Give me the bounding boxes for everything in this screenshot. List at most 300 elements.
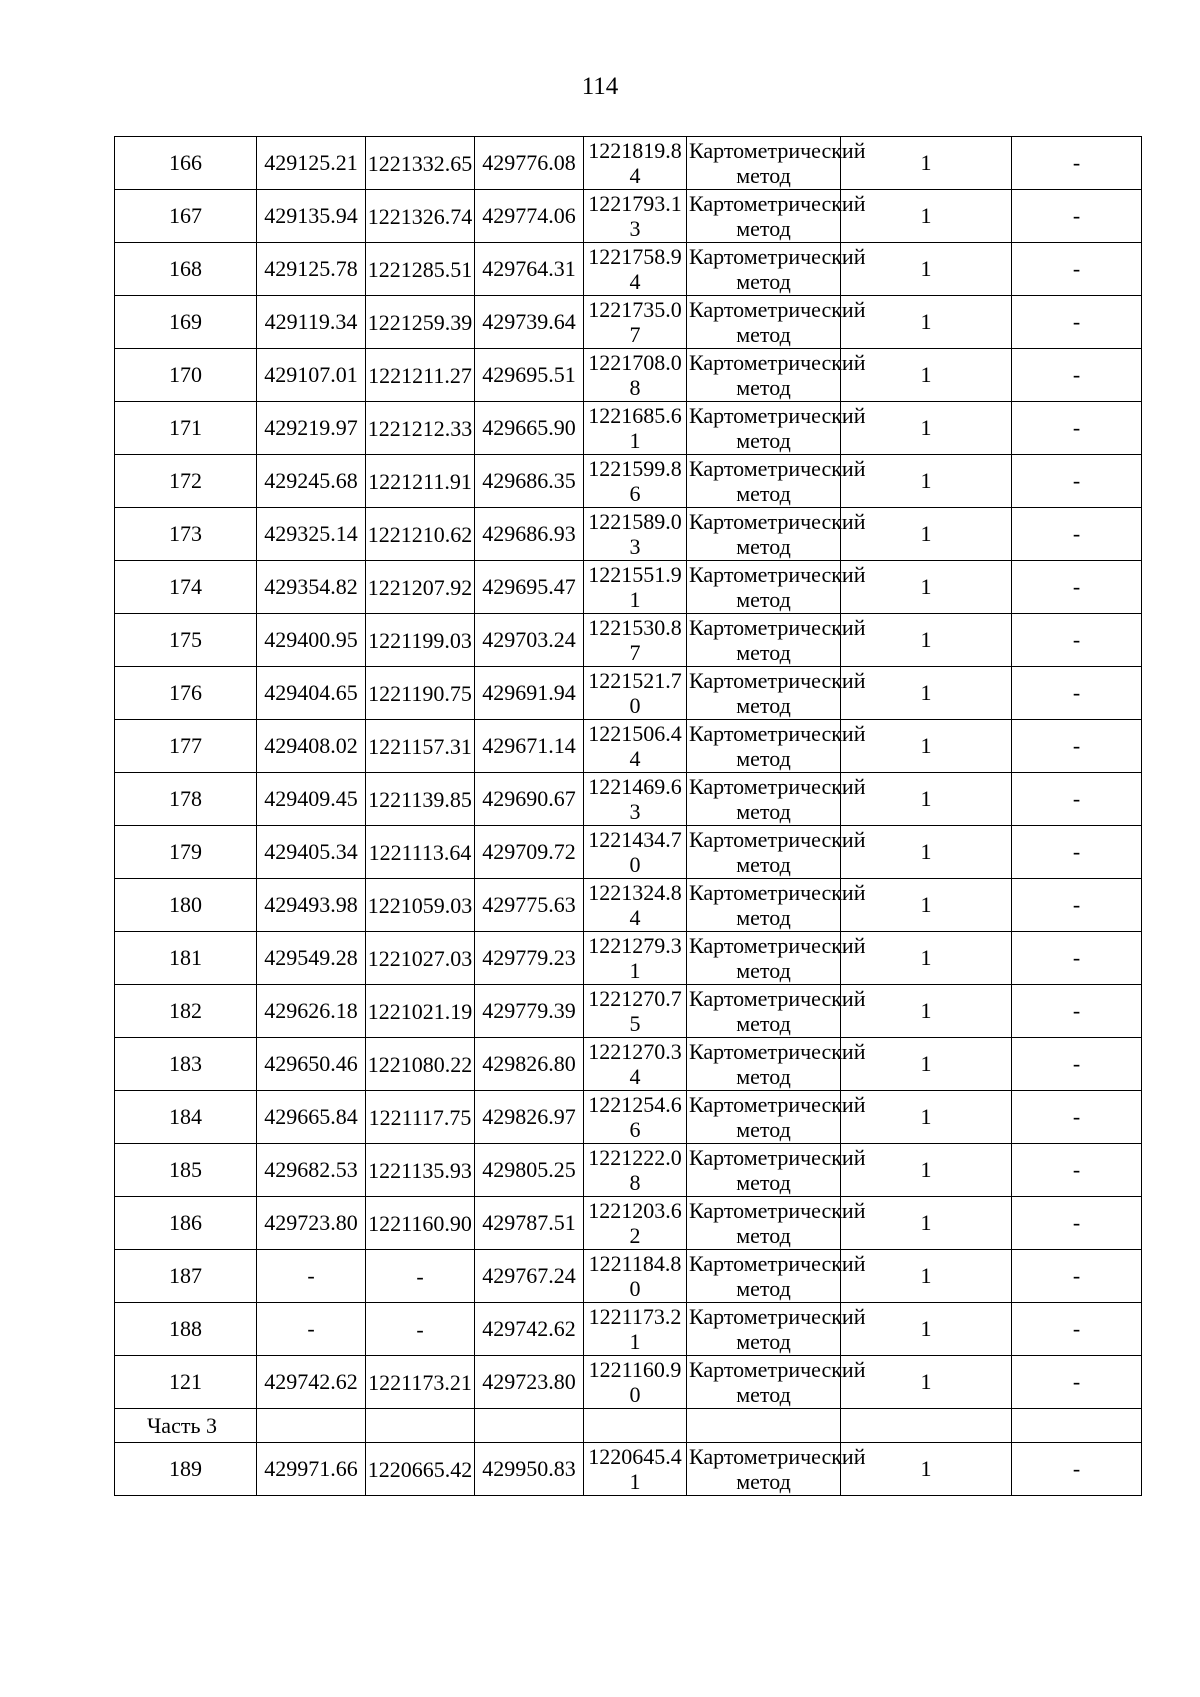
y-new-cell (584, 985, 687, 1038)
x-new-cell: 429776.08 (475, 137, 584, 190)
y-existing-cell-text: 1221135.93 (368, 1157, 472, 1183)
x-new-cell: 429767.24 (475, 1250, 584, 1303)
y-new-cell-text: 1221599.86 (588, 456, 682, 506)
y-existing-cell (366, 773, 475, 826)
point-number-cell: 170 (115, 349, 257, 402)
method-cell (687, 508, 866, 561)
method-cell-text: Картометрический метод (689, 1304, 866, 1354)
x-new-cell: 429695.51 (475, 349, 584, 402)
y-existing-cell-text: 1221160.90 (368, 1210, 472, 1236)
method-cell (687, 190, 866, 243)
coordinates-table (114, 136, 1142, 1496)
y-new-cell (584, 1250, 687, 1303)
x-new-cell: 429775.63 (475, 879, 584, 932)
table-row (115, 296, 1142, 349)
point-number-cell: 173 (115, 508, 257, 561)
accuracy-cell: 1 (841, 137, 1012, 190)
y-existing-cell (366, 720, 475, 773)
table-row (115, 773, 1142, 826)
accuracy-cell: 1 (841, 1038, 1012, 1091)
accuracy-cell: 1 (841, 561, 1012, 614)
x-existing-cell: 429119.34 (257, 296, 366, 349)
table-row (115, 402, 1142, 455)
method-cell (687, 985, 866, 1038)
y-new-cell (584, 243, 687, 296)
point-number-cell: 168 (115, 243, 257, 296)
y-new-cell (584, 1144, 687, 1197)
point-number-cell: 121 (115, 1356, 257, 1409)
y-new-cell (584, 1091, 687, 1144)
y-new-cell-text: 1221589.03 (588, 509, 682, 559)
method-cell (687, 614, 866, 667)
note-cell: - (1012, 243, 1142, 296)
y-new-cell (584, 826, 687, 879)
table-body-part-3 (115, 1443, 1142, 1496)
point-number-cell: 178 (115, 773, 257, 826)
y-existing-cell-text: 1221285.51 (367, 256, 473, 282)
y-new-cell (584, 1038, 687, 1091)
point-number-cell: 177 (115, 720, 257, 773)
y-existing-cell (366, 1144, 475, 1197)
table-row (115, 1303, 1142, 1356)
y-existing-cell-text: 1221210.62 (367, 521, 473, 547)
y-existing-cell-text: 1221199.03 (368, 627, 472, 653)
note-cell: - (1012, 455, 1142, 508)
method-cell-text: Картометрический метод (689, 1039, 866, 1089)
point-number-cell: 186 (115, 1197, 257, 1250)
note-cell: - (1012, 1144, 1142, 1197)
x-new-cell: 429703.24 (475, 614, 584, 667)
x-existing-cell: 429325.14 (257, 508, 366, 561)
y-new-cell-text: 1221203.62 (588, 1198, 682, 1248)
y-existing-cell (366, 1443, 475, 1496)
table-row (115, 614, 1142, 667)
x-existing-cell: 429107.01 (257, 349, 366, 402)
accuracy-cell: 1 (841, 349, 1012, 402)
point-number-cell: 189 (115, 1443, 257, 1496)
empty-cell (841, 1409, 1012, 1443)
y-new-cell-text: 1220645.41 (588, 1444, 682, 1494)
y-new-cell-text: 1221793.13 (588, 191, 682, 241)
x-existing-cell: 429650.46 (257, 1038, 366, 1091)
y-new-cell-text: 1221173.21 (588, 1304, 682, 1354)
method-cell (687, 243, 866, 296)
y-new-cell-text: 1221160.90 (588, 1357, 682, 1407)
method-cell-text: Картометрический метод (689, 456, 866, 506)
method-cell (687, 1091, 866, 1144)
y-new-cell-text: 1221324.84 (588, 880, 682, 930)
point-number-cell: 182 (115, 985, 257, 1038)
y-existing-cell (366, 137, 475, 190)
note-cell: - (1012, 826, 1142, 879)
y-new-cell-text: 1221270.34 (588, 1039, 682, 1089)
x-new-cell: 429686.35 (475, 455, 584, 508)
y-existing-cell-text: 1221259.39 (367, 309, 473, 335)
y-existing-cell-text: 1221157.31 (368, 733, 472, 759)
y-existing-cell (366, 1250, 475, 1303)
method-cell (687, 1197, 866, 1250)
point-number-cell: 180 (115, 879, 257, 932)
table-row (115, 932, 1142, 985)
point-number-cell: 172 (115, 455, 257, 508)
y-existing-cell (366, 1197, 475, 1250)
accuracy-cell: 1 (841, 1356, 1012, 1409)
x-new-cell: 429805.25 (475, 1144, 584, 1197)
y-new-cell (584, 561, 687, 614)
note-cell: - (1012, 1197, 1142, 1250)
note-cell: - (1012, 137, 1142, 190)
x-existing-cell: 429549.28 (257, 932, 366, 985)
note-cell: - (1012, 296, 1142, 349)
y-existing-cell-text: 1221190.75 (368, 680, 472, 706)
y-existing-cell-text: 1221080.22 (367, 1051, 473, 1077)
method-cell (687, 1038, 866, 1091)
x-new-cell: 429787.51 (475, 1197, 584, 1250)
table-row (115, 1091, 1142, 1144)
x-existing-cell: 429405.34 (257, 826, 366, 879)
x-new-cell: 429779.39 (475, 985, 584, 1038)
note-cell: - (1012, 720, 1142, 773)
x-new-cell: 429686.93 (475, 508, 584, 561)
method-cell-text: Картометрический метод (689, 1444, 866, 1494)
table-row (115, 667, 1142, 720)
x-existing-cell: 429245.68 (257, 455, 366, 508)
accuracy-cell: 1 (841, 985, 1012, 1038)
x-existing-cell: 429125.78 (257, 243, 366, 296)
accuracy-cell: 1 (841, 667, 1012, 720)
note-cell: - (1012, 879, 1142, 932)
x-new-cell: 429764.31 (475, 243, 584, 296)
y-new-cell-text: 1221222.08 (588, 1145, 682, 1195)
method-cell-text: Картометрический метод (689, 138, 866, 188)
x-existing-cell: 429135.94 (257, 190, 366, 243)
method-cell (687, 561, 866, 614)
point-number-cell: 184 (115, 1091, 257, 1144)
y-existing-cell (366, 349, 475, 402)
note-cell: - (1012, 667, 1142, 720)
method-cell (687, 826, 866, 879)
y-existing-cell-text: 1221326.74 (367, 203, 473, 229)
y-existing-cell (366, 614, 475, 667)
y-new-cell-text: 1221506.44 (588, 721, 682, 771)
accuracy-cell: 1 (841, 614, 1012, 667)
empty-cell (584, 1409, 687, 1443)
point-number-cell: 179 (115, 826, 257, 879)
y-existing-cell-text: - (416, 1263, 424, 1289)
accuracy-cell: 1 (841, 190, 1012, 243)
accuracy-cell: 1 (841, 243, 1012, 296)
method-cell-text: Картометрический метод (689, 668, 866, 718)
x-existing-cell: 429219.97 (257, 402, 366, 455)
accuracy-cell: 1 (841, 402, 1012, 455)
x-new-cell: 429723.80 (475, 1356, 584, 1409)
y-existing-cell (366, 1091, 475, 1144)
method-cell (687, 1356, 866, 1409)
table-row (115, 190, 1142, 243)
point-number-cell: 183 (115, 1038, 257, 1091)
y-new-cell (584, 879, 687, 932)
y-existing-cell (366, 985, 475, 1038)
x-new-cell: 429671.14 (475, 720, 584, 773)
method-cell (687, 720, 866, 773)
accuracy-cell: 1 (841, 773, 1012, 826)
y-new-cell (584, 349, 687, 402)
method-cell-text: Картометрический метод (689, 880, 866, 930)
table-row (115, 1356, 1142, 1409)
y-existing-cell (366, 932, 475, 985)
accuracy-cell: 1 (841, 826, 1012, 879)
point-number-cell: 181 (115, 932, 257, 985)
method-cell (687, 1303, 866, 1356)
point-number-cell: 185 (115, 1144, 257, 1197)
method-cell-text: Картометрический метод (689, 191, 866, 241)
method-cell-text: Картометрический метод (689, 350, 866, 400)
x-existing-cell: 429971.66 (257, 1443, 366, 1496)
method-cell (687, 137, 866, 190)
y-existing-cell-text: - (416, 1316, 424, 1342)
y-new-cell (584, 720, 687, 773)
x-existing-cell: 429125.21 (257, 137, 366, 190)
note-cell: - (1012, 1091, 1142, 1144)
point-number-cell: 187 (115, 1250, 257, 1303)
note-cell: - (1012, 561, 1142, 614)
y-existing-cell-text: 1221212.33 (367, 415, 473, 441)
table-row (115, 561, 1142, 614)
method-cell-text: Картометрический метод (689, 1251, 866, 1301)
x-existing-cell: 429400.95 (257, 614, 366, 667)
accuracy-cell: 1 (841, 296, 1012, 349)
empty-cell (257, 1409, 366, 1443)
accuracy-cell: 1 (841, 1197, 1012, 1250)
method-cell-text: Картометрический метод (689, 1357, 866, 1407)
method-cell-text: Картометрический метод (689, 774, 866, 824)
x-new-cell: 429779.23 (475, 932, 584, 985)
y-new-cell-text: 1221270.75 (588, 986, 682, 1036)
method-cell-text: Картометрический метод (689, 1092, 866, 1142)
y-new-cell-text: 1221735.07 (588, 297, 682, 347)
x-existing-cell: 429665.84 (257, 1091, 366, 1144)
method-cell (687, 402, 866, 455)
method-cell (687, 296, 866, 349)
x-existing-cell: 429493.98 (257, 879, 366, 932)
accuracy-cell: 1 (841, 879, 1012, 932)
y-new-cell-text: 1221521.70 (588, 668, 682, 718)
y-new-cell-text: 1221254.66 (588, 1092, 682, 1142)
x-existing-cell: - (257, 1250, 366, 1303)
x-new-cell: 429665.90 (475, 402, 584, 455)
accuracy-cell: 1 (841, 1250, 1012, 1303)
y-existing-cell (366, 1303, 475, 1356)
accuracy-cell: 1 (841, 1443, 1012, 1496)
accuracy-cell: 1 (841, 932, 1012, 985)
x-existing-cell: 429626.18 (257, 985, 366, 1038)
x-existing-cell: 429682.53 (257, 1144, 366, 1197)
table-row (115, 826, 1142, 879)
note-cell: - (1012, 1303, 1142, 1356)
y-existing-cell-text: 1221021.19 (367, 998, 473, 1024)
y-new-cell-text: 1221184.80 (588, 1251, 682, 1301)
table-row (115, 1038, 1142, 1091)
note-cell: - (1012, 773, 1142, 826)
method-cell-text: Картометрический метод (689, 509, 866, 559)
x-new-cell: 429826.97 (475, 1091, 584, 1144)
y-new-cell (584, 667, 687, 720)
y-existing-cell (366, 1038, 475, 1091)
section-label: Часть 3 (115, 1409, 257, 1443)
note-cell: - (1012, 1443, 1142, 1496)
method-cell (687, 1443, 866, 1496)
method-cell-text: Картометрический метод (689, 1145, 866, 1195)
y-new-cell (584, 296, 687, 349)
y-new-cell-text: 1221685.61 (588, 403, 682, 453)
y-new-cell-text: 1221469.63 (588, 774, 682, 824)
point-number-cell: 175 (115, 614, 257, 667)
note-cell: - (1012, 1038, 1142, 1091)
y-existing-cell (366, 561, 475, 614)
method-cell (687, 349, 866, 402)
point-number-cell: 188 (115, 1303, 257, 1356)
y-new-cell (584, 137, 687, 190)
y-existing-cell-text: 1221207.92 (367, 574, 473, 600)
note-cell: - (1012, 932, 1142, 985)
y-new-cell (584, 1303, 687, 1356)
method-cell (687, 1250, 866, 1303)
y-new-cell (584, 402, 687, 455)
y-new-cell-text: 1221434.70 (588, 827, 682, 877)
point-number-cell: 169 (115, 296, 257, 349)
y-new-cell (584, 1356, 687, 1409)
table-row (115, 1144, 1142, 1197)
y-new-cell-text: 1221551.91 (588, 562, 682, 612)
accuracy-cell: 1 (841, 720, 1012, 773)
method-cell-text: Картометрический метод (689, 562, 866, 612)
method-cell-text: Картометрический метод (689, 986, 866, 1036)
y-existing-cell-text: 1220665.42 (367, 1456, 473, 1482)
accuracy-cell: 1 (841, 1144, 1012, 1197)
y-new-cell (584, 1443, 687, 1496)
method-cell-text: Картометрический метод (689, 1198, 866, 1248)
y-existing-cell (366, 402, 475, 455)
empty-cell (687, 1409, 841, 1443)
table-row (115, 1443, 1142, 1496)
y-existing-cell-text: 1221117.75 (368, 1104, 472, 1130)
method-cell-text: Картометрический метод (689, 244, 866, 294)
x-new-cell: 429774.06 (475, 190, 584, 243)
x-new-cell: 429691.94 (475, 667, 584, 720)
y-existing-cell (366, 296, 475, 349)
y-existing-cell (366, 243, 475, 296)
x-new-cell: 429742.62 (475, 1303, 584, 1356)
y-new-cell (584, 455, 687, 508)
x-new-cell: 429690.67 (475, 773, 584, 826)
x-new-cell: 429826.80 (475, 1038, 584, 1091)
table-row (115, 1197, 1142, 1250)
x-existing-cell: 429404.65 (257, 667, 366, 720)
method-cell (687, 455, 866, 508)
method-cell (687, 1144, 866, 1197)
y-existing-cell (366, 190, 475, 243)
y-existing-cell-text: 1221332.65 (367, 150, 473, 176)
table-row (115, 879, 1142, 932)
y-existing-cell-text: 1221211.27 (368, 362, 472, 388)
note-cell: - (1012, 508, 1142, 561)
table-row (115, 985, 1142, 1038)
table-row (115, 720, 1142, 773)
y-existing-cell (366, 455, 475, 508)
x-new-cell: 429709.72 (475, 826, 584, 879)
method-cell-text: Картометрический метод (689, 827, 866, 877)
accuracy-cell: 1 (841, 455, 1012, 508)
x-existing-cell: 429409.45 (257, 773, 366, 826)
method-cell-text: Картометрический метод (689, 403, 866, 453)
y-existing-cell-text: 1221211.91 (368, 468, 472, 494)
y-new-cell (584, 932, 687, 985)
point-number-cell: 171 (115, 402, 257, 455)
y-new-cell (584, 190, 687, 243)
y-existing-cell (366, 508, 475, 561)
y-existing-cell (366, 1356, 475, 1409)
y-existing-cell (366, 826, 475, 879)
accuracy-cell: 1 (841, 1091, 1012, 1144)
table-row (115, 455, 1142, 508)
x-existing-cell: 429408.02 (257, 720, 366, 773)
empty-cell (1012, 1409, 1142, 1443)
method-cell (687, 667, 866, 720)
y-new-cell-text: 1221530.87 (588, 615, 682, 665)
table-body-part-2 (115, 137, 1142, 1409)
table-row (115, 1250, 1142, 1303)
y-existing-cell (366, 667, 475, 720)
method-cell (687, 932, 866, 985)
method-cell-text: Картометрический метод (689, 933, 866, 983)
x-existing-cell: - (257, 1303, 366, 1356)
method-cell-text: Картометрический метод (689, 615, 866, 665)
point-number-cell: 174 (115, 561, 257, 614)
table-section-part-3 (115, 1409, 1142, 1443)
y-existing-cell-text: 1221113.64 (368, 839, 472, 865)
method-cell (687, 879, 866, 932)
x-new-cell: 429739.64 (475, 296, 584, 349)
y-existing-cell-text: 1221059.03 (367, 892, 473, 918)
note-cell: - (1012, 985, 1142, 1038)
table-row (115, 349, 1142, 402)
accuracy-cell: 1 (841, 508, 1012, 561)
note-cell: - (1012, 402, 1142, 455)
y-new-cell-text: 1221708.08 (588, 350, 682, 400)
point-number-cell: 176 (115, 667, 257, 720)
note-cell: - (1012, 1356, 1142, 1409)
table-row (115, 137, 1142, 190)
x-existing-cell: 429742.62 (257, 1356, 366, 1409)
y-new-cell-text: 1221758.94 (588, 244, 682, 294)
note-cell: - (1012, 190, 1142, 243)
y-new-cell (584, 508, 687, 561)
table-row (115, 243, 1142, 296)
empty-cell (475, 1409, 584, 1443)
note-cell: - (1012, 1250, 1142, 1303)
method-cell-text: Картометрический метод (689, 721, 866, 771)
point-number-cell: 167 (115, 190, 257, 243)
page-number: 114 (581, 73, 619, 100)
y-existing-cell-text: 1221139.85 (368, 786, 472, 812)
y-new-cell (584, 614, 687, 667)
x-new-cell: 429695.47 (475, 561, 584, 614)
y-new-cell (584, 773, 687, 826)
x-existing-cell: 429723.80 (257, 1197, 366, 1250)
y-new-cell (584, 1197, 687, 1250)
x-new-cell: 429950.83 (475, 1443, 584, 1496)
x-existing-cell: 429354.82 (257, 561, 366, 614)
